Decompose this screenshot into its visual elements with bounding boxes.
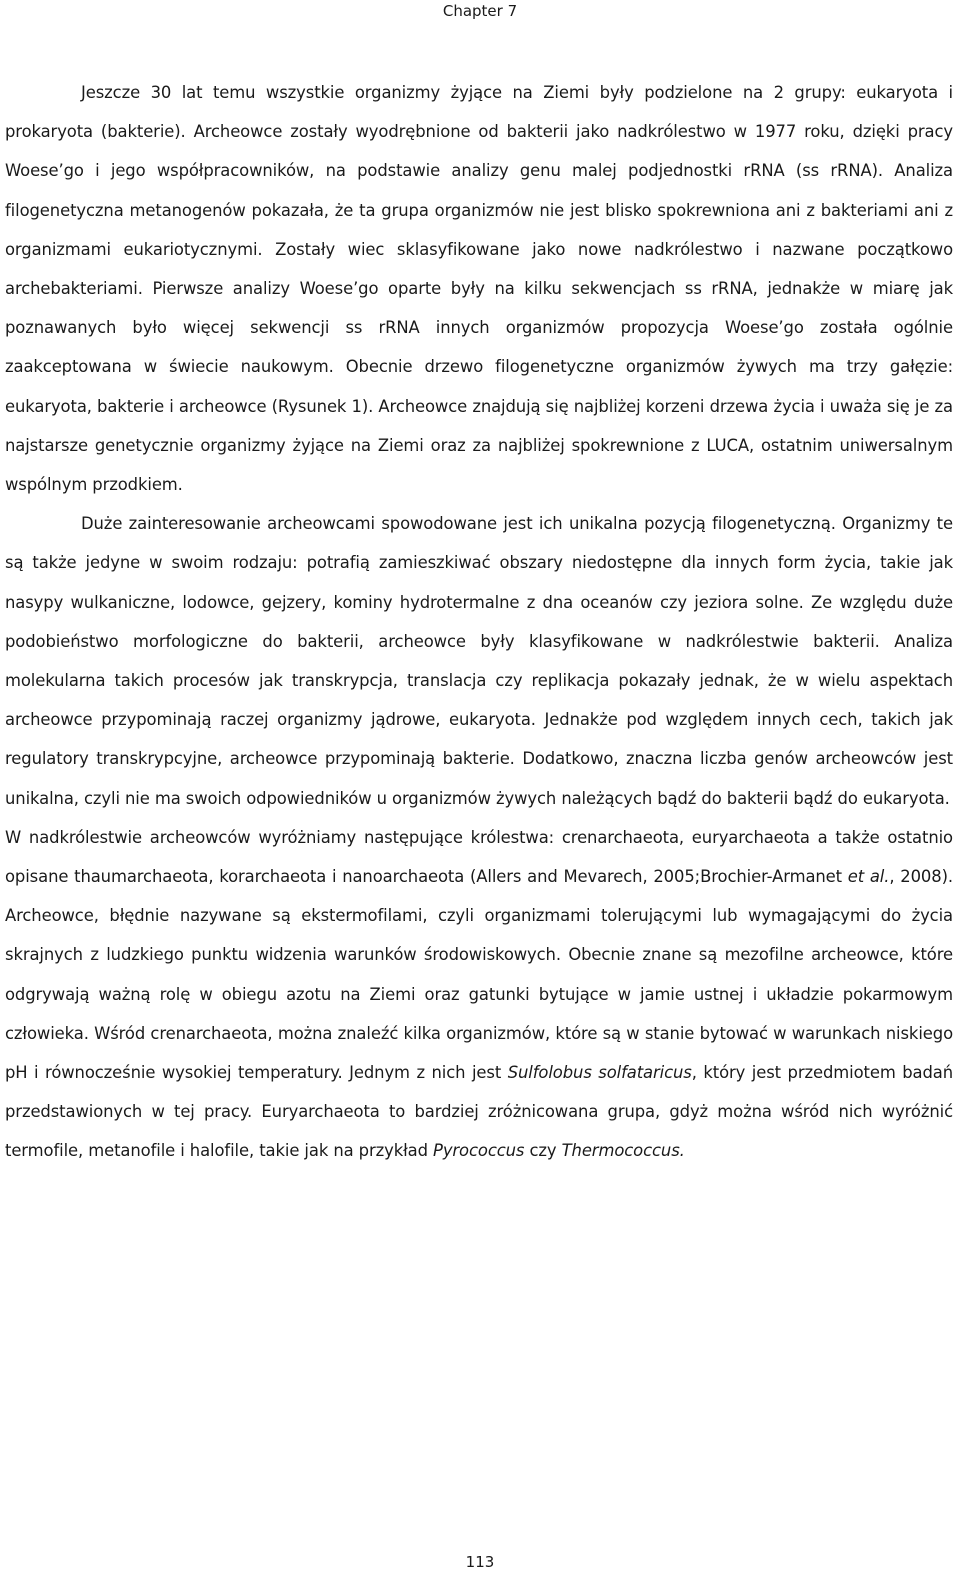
text-segment: , który jest przedmiotem badań przedstawionych w tej pracy. Euryarchaeota to bardziej zróżnicowana grupa, gdyż można wśród nich wyróżnić termofile, metanofile i halofile, takie jak na przykład bbox=[5, 1063, 953, 1161]
text-segment: , 2008). Archeowce, błędnie nazywane są ekstermofilami, czyli organizmami tolerującymi lub wymagającymi do życia skrajnych z ludzkiego punktu widzenia warunków środowiskowych. Obecnie znane są mezofilne archeowce, które odgrywają ważną rolę w obiegu azotu na Ziemi oraz gatunki bytujące w jamie ustnej i układzie pokarmowym człowieka. Wśród crenarchaeota, można znaleźć kilka organizmów, które są w stanie bytować w warunkach niskiego pH i równocześnie wysokiej temperatury. Jednym z nich jest bbox=[5, 867, 953, 1083]
italic-et-al: et al. bbox=[847, 867, 890, 887]
text-segment: Duże zainteresowanie archeowcami spowodowane jest ich unikalna pozycją filogenetyczną. Organizmy te są także jedyne w swoim rodzaju: potrafią zamieszkiwać obszary niedostępne dla innych form życia, takie jak nasypy wulkaniczne, lodowce, gejzery, kominy hydrotermalne z dna oceanów czy jeziora solne. Ze względu duże podobieństwo morfologiczne do bakterii, archeowce były klasyfikowane w nadkrólestwie bakterii. Analiza molekularna takich procesów jak transkrypcja, translacja czy replikacja pokazały jednak, że w wielu aspektach archeowce przypominają raczej organizmy jądrowe, eukaryota. Jednakże pod względem innych cech, takich jak regulatory transkrypcyjne, archeowce przypominają bakterie. Dodatkowo, znaczna liczba genów archeowców jest unikalna, czyli nie ma swoich odpowiedników u organizmów żywych należących bądź do bakterii bądź do eukaryota. bbox=[5, 514, 953, 808]
text-segment: W nadkrólestwie archeowców wyróżniamy następujące królestwa: crenarchaeota, euryarchaeota a także ostatnio opisane thaumarchaeota, korarchaeota i nanoarchaeota (Allers and Mevarech, 2005;Brochier-Armanet bbox=[5, 827, 953, 887]
chapter-header: Chapter 7 bbox=[442, 2, 518, 20]
italic-genus-thermococcus: Thermococcus. bbox=[561, 1141, 685, 1161]
italic-genus-pyrococcus: Pyrococcus bbox=[433, 1141, 525, 1161]
paragraph-1 bbox=[5, 73, 953, 504]
page-number: 113 bbox=[465, 1553, 495, 1571]
document-body bbox=[5, 73, 953, 1171]
text-segment: Jeszcze 30 lat temu wszystkie organizmy żyjące na Ziemi były podzielone na 2 grupy: eukaryota i prokaryota (bakterie). Archeowce zostały wyodrębnione od bakterii jako nadkrólestwo w 1977 roku, dzięki pracy Woese’go i jego współpracowników, na podstawie analizy genu malej podjednostki rRNA (ss rRNA). Analiza filogenetyczna metanogenów pokazała, że ta grupa organizmów nie jest blisko spokrewniona ani z bakteriami ani z organizmami eukariotycznymi. Zostały wiec sklasyfikowane jako nowe nadkrólestwo i nazwane początkowo archebakteriami. Pierwsze analizy Woese’go oparte były na kilku sekwencjach ss rRNA, jednakże w miarę jak poznawanych było więcej sekwencji ss rRNA innych organizmów propozycja Woese’go została ogólnie zaakceptowana w świecie naukowym. Obecnie drzewo filogenetyczne organizmów żywych ma trzy gałęzie: eukaryota, bakterie i archeowce (Rysunek 1). Archeowce znajdują się najbliżej korzeni drzewa życia i uważa się je za najstarsze genetycznie organizmy żyjące na Ziemi oraz za najbliżej spokrewnione z LUCA, ostatnim uniwersalnym wspólnym przodkiem. bbox=[5, 83, 953, 495]
italic-species-sulfolobus: Sulfolobus solfataricus bbox=[507, 1063, 692, 1083]
paragraph-3 bbox=[5, 818, 953, 1171]
paragraph-2 bbox=[5, 504, 953, 818]
text-segment: czy bbox=[524, 1141, 562, 1161]
